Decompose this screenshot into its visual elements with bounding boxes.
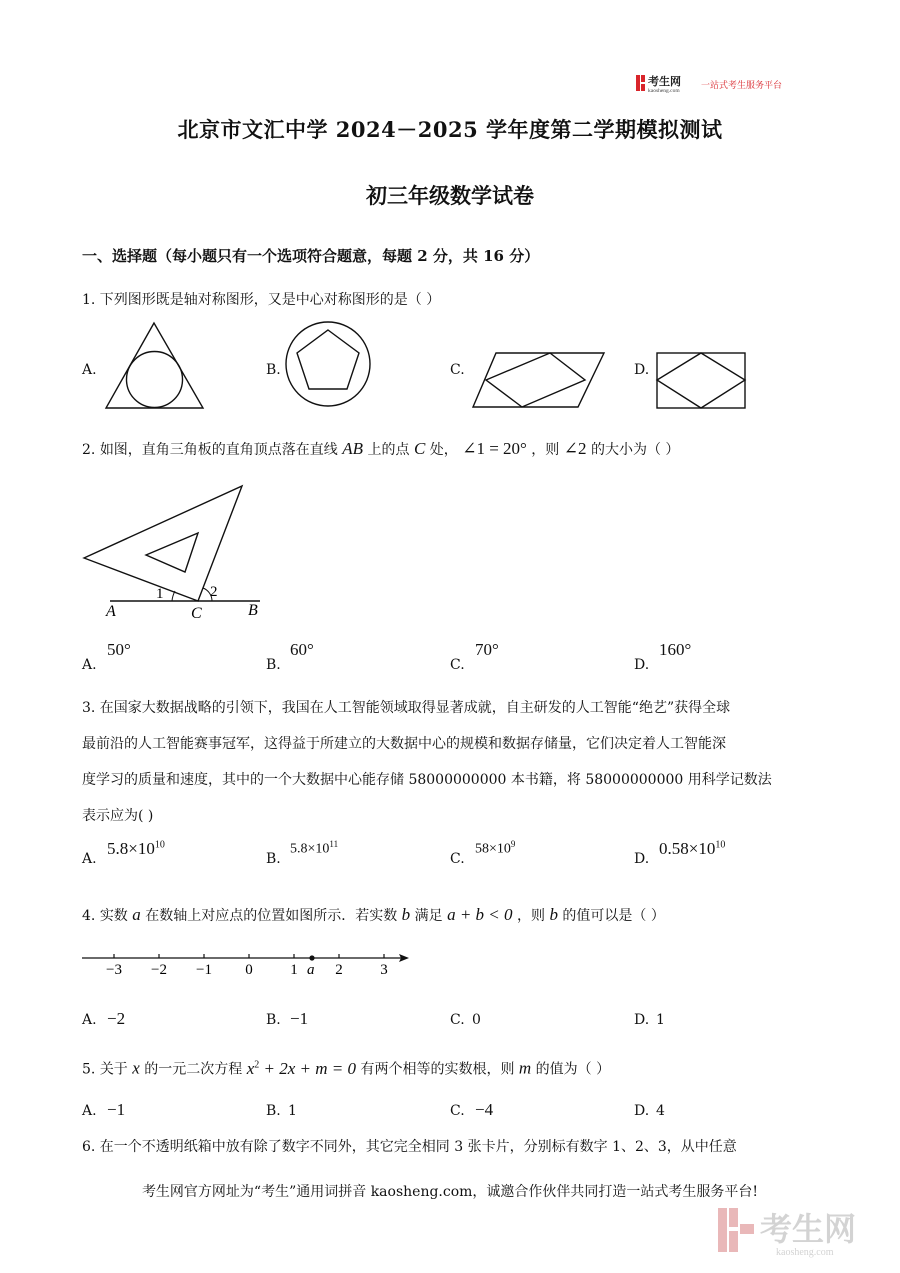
q4-number: 4. (82, 908, 96, 924)
q5-option-d-value: 4 (656, 1103, 665, 1119)
q5-text-1: 关于 (99, 1061, 128, 1078)
q3-option-d-label: D. (634, 851, 650, 867)
q2-text-4: ，则 (531, 442, 560, 458)
q1-figure-a-triangle-circle (100, 320, 210, 412)
q3-option-d-value: $0.58\times 10^{10}$ (659, 839, 726, 858)
brand-logo (636, 73, 700, 93)
q4-option-b-value: −1 (290, 1009, 309, 1028)
q1-option-c-label: C. (450, 362, 465, 378)
q4-option-b-label: B. (266, 1012, 281, 1028)
question-2-stem (82, 440, 679, 459)
number-line-label: 3 (380, 962, 388, 978)
q5-option-c-label: C. (450, 1103, 465, 1119)
q4-text-4: ，则 (516, 908, 545, 924)
q2-number: 2. (82, 442, 96, 458)
q5-option-c-value: −4 (475, 1100, 494, 1119)
q4-var-b-2: b (549, 905, 558, 924)
q3-option-b-label: B. (266, 851, 281, 867)
q5-option-a-label: A. (82, 1103, 97, 1119)
q2-line-ab: AB (342, 439, 364, 458)
q1-figure-c-parallelogram (470, 350, 606, 410)
q2-angle-2: ∠2 (563, 439, 587, 458)
q3-option-b-value: $5.8\times 10^{11}$ (290, 839, 339, 857)
q2-fig-label-2: 2 (210, 584, 218, 600)
number-line-label: 1 (290, 962, 298, 978)
q2-option-d-value: 160° (659, 640, 692, 659)
q3-option-c-value: $58\times 10^9$ (475, 839, 516, 857)
number-line-label: 0 (245, 962, 253, 978)
brand-logo-domain: kaosheng.com (648, 88, 680, 93)
question-4-stem (82, 906, 665, 925)
q4-condition: a + b < 0 (447, 905, 513, 924)
q4-option-d-label: D. (634, 1012, 650, 1028)
q3-line-1: 3. 在国家大数据战略的引领下，我国在人工智能领域取得显著成就，自主研发的人工智能“绝艺”获得全球 (82, 700, 731, 716)
q5-equation: $x^2 + 2x + m = 0$ (246, 1058, 357, 1078)
q5-option-d-label: D. (634, 1103, 650, 1119)
q5-text-4: 的值为（ ） (535, 1061, 611, 1078)
q4-var-b: b (401, 905, 411, 924)
q2-option-c: C. (450, 657, 465, 673)
number-line-label: −1 (196, 962, 212, 978)
q2-fig-label-b: B (248, 602, 258, 619)
q4-option-c-label: C. (450, 1012, 465, 1028)
q5-number: 5. (82, 1061, 96, 1078)
number-line-label: 2 (335, 962, 343, 978)
q3-option-a-value: $5.8\times 10^{10}$ (107, 839, 165, 858)
q1-figure-d-rectangle-rhombus (654, 350, 748, 410)
q4-point-a-label: a (307, 962, 315, 978)
number-line-label: −3 (106, 962, 122, 978)
brand-slogan: 一站式考生服务平台 (701, 81, 783, 91)
q5-text-3: 有两个相等的实数根，则 (360, 1061, 515, 1078)
q1-option-a-label: A. (82, 362, 97, 378)
question-1-stem: 1. 下列图形既是轴对称图形，又是中心对称图形的是（ ） (82, 292, 441, 308)
page-subtitle: 初三年级数学试卷 (366, 183, 534, 208)
page-footer: 考生网官方网址为“考生”通用词拼音 kaosheng.com，诚邀合作伙伴共同打造一站式考生服务平台! (141, 1184, 759, 1200)
q3-line-4: 表示应为( ) (82, 808, 154, 824)
q4-option-c-value: 0 (472, 1012, 481, 1028)
q3-line-3: 度学习的质量和速度，其中的一个大数据中心能存储 58000000000 本书籍，将 58000000000 用科学记数法 (82, 772, 772, 788)
q2-fig-label-c: C (191, 605, 202, 622)
q2-text-1: 如图，直角三角板的直角顶点落在直线 (99, 442, 338, 458)
q4-option-a-value: −2 (107, 1009, 126, 1028)
q2-option-d: D. (634, 657, 650, 673)
q4-var-a: a (132, 905, 141, 924)
q2-point-c: C (413, 439, 426, 458)
q4-point-a (309, 955, 314, 960)
q3-option-a-label: A. (82, 851, 97, 867)
q4-text-2: 在数轴上对应点的位置如图所示．若实数 (145, 908, 398, 924)
q5-var-x: x (132, 1058, 140, 1078)
q2-fig-label-a: A (106, 603, 116, 620)
watermark-text: 考生网 (760, 1211, 857, 1247)
question-5-stem (82, 1056, 610, 1079)
watermark-logo-icon (716, 1204, 880, 1258)
q2-option-a-value: 50° (107, 640, 131, 659)
question-3-stem (82, 690, 822, 834)
q1-option-d-label: D. (634, 362, 650, 378)
q5-var-m: m (518, 1058, 532, 1078)
question-6-stem: 6. 在一个不透明纸箱中放有除了数字不同外，其它完全相同 3 张卡片，分别标有数字 1、2、3，从中任意 (82, 1139, 737, 1155)
q2-option-c-value: 70° (475, 640, 499, 659)
q5-text-2: 的一元二次方程 (144, 1061, 243, 1078)
number-line-label: −2 (151, 962, 167, 978)
q2-figure-triangle-ruler (80, 480, 270, 625)
q2-option-a: A. (82, 657, 97, 673)
q2-text-5: 的大小为（ ） (590, 442, 680, 458)
q3-line-2: 最前沿的人工智能赛事冠军，这得益于所建立的大数据中心的规模和数据存储量，它们决定着人工智能深 (82, 736, 726, 752)
watermark-domain: kaosheng.com (776, 1247, 834, 1258)
q2-text-2: 上的点 (367, 442, 410, 458)
q5-option-a-value: −1 (107, 1100, 126, 1119)
section-heading: 一、选择题（每小题只有一个选项符合题意，每题 2 分，共 16 分） (82, 247, 540, 265)
q1-figure-b-circle-pentagon (284, 318, 374, 408)
q2-text-3: 处， (429, 442, 458, 458)
q4-text-3: 满足 (414, 908, 443, 924)
brand-logo-icon (636, 73, 700, 93)
q1-option-b-label: B. (266, 362, 281, 378)
q2-angle-1: ∠1 = 20° (462, 439, 527, 458)
q5-option-b-label: B. (266, 1103, 281, 1119)
q2-option-b-value: 60° (290, 640, 314, 659)
q4-option-d-value: 1 (656, 1012, 665, 1028)
q4-text-5: 的值可以是（ ） (562, 908, 665, 924)
brand-logo-name: 考生网 (648, 76, 681, 88)
q4-number-line (80, 946, 412, 982)
watermark (716, 1204, 880, 1258)
q4-option-a-label: A. (82, 1012, 97, 1028)
q2-option-b: B. (266, 657, 281, 673)
q3-option-c-label: C. (450, 851, 465, 867)
q2-fig-label-1: 1 (156, 586, 164, 602)
q4-text-1: 实数 (99, 908, 128, 924)
q5-option-b-value: 1 (288, 1103, 297, 1119)
page-title: 北京市文汇中学 2024－2025 学年度第二学期模拟测试 (177, 117, 723, 142)
